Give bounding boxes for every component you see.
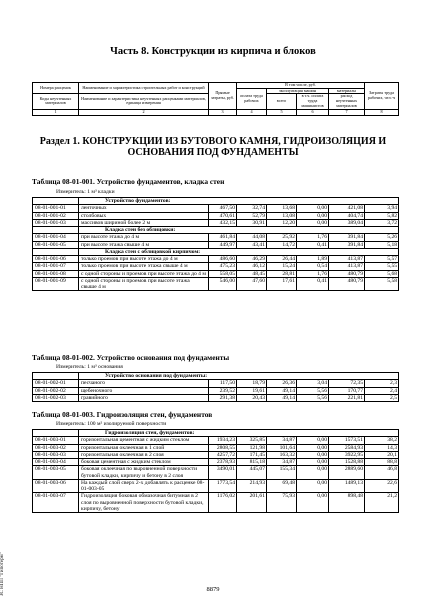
- direct-costs-cell: 1176,02: [209, 493, 237, 513]
- operator-pay-cell: 0,00: [297, 466, 329, 480]
- table-row: [33, 212, 399, 219]
- materials-cell: 404,74: [329, 212, 365, 219]
- labor-hours-cell: 21,2: [365, 493, 399, 513]
- worker-pay-cell: 43,41: [237, 241, 267, 248]
- materials-cell: 1489,13: [329, 479, 365, 493]
- worker-pay-cell: 44,08: [237, 234, 267, 241]
- header-number-5: 5: [267, 109, 297, 115]
- machine-total-cell: 15,24: [267, 263, 297, 270]
- work-name: боковая цементная с жидким стеклом: [79, 459, 209, 466]
- header-number-6: 6: [297, 109, 329, 115]
- direct-costs-cell: 470,61: [209, 212, 237, 219]
- worker-pay-cell: 171,45: [237, 451, 267, 458]
- rate-code: 08-01-002-02: [33, 387, 79, 394]
- table-row: [33, 277, 399, 291]
- labor-hours-cell: 3,72: [365, 219, 399, 226]
- worker-pay-cell: 18,79: [237, 380, 267, 387]
- worker-pay-cell: 48,45: [237, 270, 267, 277]
- labor-hours-cell: 5,58: [365, 277, 399, 291]
- worker-pay-cell: 46,12: [237, 263, 267, 270]
- table-row: [33, 394, 399, 401]
- operator-pay-cell: 0,00: [297, 479, 329, 493]
- operator-pay-cell: 0,00: [297, 444, 329, 451]
- rate-code: 08-01-002-01: [33, 380, 79, 387]
- group-row: [33, 430, 399, 437]
- operator-pay-cell: 0,00: [297, 437, 329, 444]
- materials-cell: 3922,95: [329, 451, 365, 458]
- rate-code: 08-01-003-05: [33, 466, 79, 480]
- operator-pay-cell: 1,76: [297, 270, 329, 277]
- machine-total-cell: 28,81: [267, 270, 297, 277]
- header-including: В том числе, руб.: [237, 83, 365, 89]
- work-name: с одной стороны и проемов при высоте этажа до 4 м: [79, 270, 209, 277]
- header-total: всего: [267, 94, 297, 109]
- table-row: [33, 263, 399, 270]
- table-row: [33, 387, 399, 394]
- group-label: Гидроизоляция стен, фундаментов:: [79, 430, 399, 437]
- materials-cell: 2889,60: [329, 466, 365, 480]
- direct-costs-cell: 432,15: [209, 219, 237, 226]
- work-name: горизонтальная цементная с жидким стеклом: [79, 437, 209, 444]
- operator-pay-cell: 0,00: [297, 451, 329, 458]
- operator-pay-cell: 0,00: [297, 493, 329, 513]
- header-worker-pay: оплата труда рабочих: [237, 88, 267, 109]
- labor-hours-cell: 38,2: [365, 437, 399, 444]
- operator-pay-cell: 0,00: [297, 459, 329, 466]
- work-name: при высоте этажа до 4 м: [79, 234, 209, 241]
- labor-hours-cell: 14,3: [365, 444, 399, 451]
- machine-total-cell: 69,48: [267, 479, 297, 493]
- machine-total-cell: 14,72: [267, 241, 297, 248]
- materials-cell: 72,35: [329, 380, 365, 387]
- header-number-2: 2: [79, 109, 209, 115]
- page-number: 8879: [206, 586, 220, 593]
- machine-total-cell: 12,20: [267, 219, 297, 226]
- worker-pay-cell: 201,61: [237, 493, 267, 513]
- header-number-3: 3: [209, 109, 237, 115]
- materials-cell: 221,81: [329, 394, 365, 401]
- rate-code: 08-01-001-01: [33, 205, 79, 212]
- header-unaccounted-materials: Наименование и характеристика неучтенных расценками материалов, единица измерения: [79, 94, 209, 109]
- table-row: [33, 466, 399, 480]
- work-name: только проемов при высоте этажа до 4 м: [79, 256, 209, 263]
- worker-pay-cell: 20,43: [237, 394, 267, 401]
- header-direct-costs: Прямые затраты, руб.: [209, 83, 237, 110]
- rate-code: 08-01-001-09: [33, 277, 79, 291]
- table-measure-unit: Измеритель: 1 м³ основания: [56, 364, 123, 370]
- direct-costs-cell: 3490,01: [209, 466, 237, 480]
- materials-cell: 1528,88: [329, 459, 365, 466]
- publisher-side-text: ЗС НПП "Гипотерм": [0, 552, 5, 596]
- table-title: Таблица 08-01-001. Устройство фундаментов, кладка стен: [32, 177, 225, 186]
- rate-table: [32, 372, 399, 402]
- group-label: Устройство основания под фундаменты:: [79, 373, 399, 380]
- table-row: [33, 270, 399, 277]
- header-number-4: 4: [237, 109, 267, 115]
- labor-hours-cell: 2,4: [365, 387, 399, 394]
- machine-total-cell: 34,87: [267, 437, 297, 444]
- labor-hours-cell: 5,68: [365, 270, 399, 277]
- rate-table: [32, 429, 399, 513]
- part-title: Часть 8. Конструкции из кирпича и блоков: [110, 46, 316, 57]
- header-operator-pay: в т.ч. оплата труда машинистов: [297, 94, 329, 109]
- table-row: [33, 380, 399, 387]
- labor-hours-cell: 2,5: [365, 394, 399, 401]
- machine-total-cell: 163,32: [267, 451, 297, 458]
- labor-hours-cell: 88,8: [365, 459, 399, 466]
- table-row: [33, 451, 399, 458]
- group-row: [33, 373, 399, 380]
- materials-cell: 391,84: [329, 241, 365, 248]
- rate-code: 08-01-001-05: [33, 241, 79, 248]
- direct-costs-cell: 486,60: [209, 256, 237, 263]
- direct-costs-cell: 1773,54: [209, 479, 237, 493]
- materials-cell: 2584,93: [329, 444, 365, 451]
- operator-pay-cell: 5,56: [297, 387, 329, 394]
- group-label: Устройство фундаментов:: [79, 198, 399, 205]
- rate-code: 08-01-003-04: [33, 459, 79, 466]
- operator-pay-cell: 3,04: [297, 380, 329, 387]
- labor-hours-cell: 3,94: [365, 205, 399, 212]
- group-label: Кладка стен без облицовки:: [79, 227, 399, 234]
- machine-total-cell: 155,34: [267, 466, 297, 480]
- worker-pay-cell: 47,60: [237, 277, 267, 291]
- worker-pay-cell: 121,98: [237, 444, 267, 451]
- header-work-name: Наименование и характеристика строительных работ и конструкций: [79, 83, 209, 94]
- labor-hours-cell: 20,1: [365, 451, 399, 458]
- rate-code: 08-01-003-03: [33, 451, 79, 458]
- rate-code: 08-01-001-08: [33, 270, 79, 277]
- operator-pay-cell: 1,76: [297, 234, 329, 241]
- worker-pay-cell: 52,79: [237, 212, 267, 219]
- table-measure-unit: Измеритель: 100 м² изолируемой поверхности: [56, 421, 167, 427]
- direct-costs-cell: 475,23: [209, 263, 237, 270]
- operator-pay-cell: 0,00: [297, 205, 329, 212]
- labor-hours-cell: 5,82: [365, 212, 399, 219]
- operator-pay-cell: 5,56: [297, 394, 329, 401]
- work-name: ленточных: [79, 205, 209, 212]
- header-number-7: 7: [329, 109, 365, 115]
- rate-code: 08-01-001-06: [33, 256, 79, 263]
- materials-cell: 389,04: [329, 219, 365, 226]
- work-name: гравийного: [79, 394, 209, 401]
- direct-costs-cell: 546,00: [209, 277, 237, 291]
- work-name: песчаного: [79, 380, 209, 387]
- worker-pay-cell: 214,93: [237, 479, 267, 493]
- materials-cell: 480,79: [329, 270, 365, 277]
- table-title: Таблица 08-01-003. Гидроизоляция стен, фундаментов: [32, 410, 213, 419]
- operator-pay-cell: 1,89: [297, 256, 329, 263]
- operator-pay-cell: 0,00: [297, 219, 329, 226]
- worker-pay-cell: 46,29: [237, 256, 267, 263]
- work-name: Гидроизоляция боковая обмазочная битумная в 2 слоя по выровненной поверхности бутовой кладки, кирпичу, бетону: [79, 493, 209, 513]
- table-row: [33, 444, 399, 451]
- header-unaccounted-consumption: расход неучтенных материалов: [329, 94, 365, 109]
- work-name: боковая оклеечная по выровненной поверхности бутовой кладки, кирпичу и бетону в 2 слоя: [79, 466, 209, 480]
- rate-code: 08-01-003-02: [33, 444, 79, 451]
- group-row: [33, 198, 399, 205]
- table-title: Таблица 08-01-002. Устройство основания под фундаменты: [32, 353, 230, 362]
- direct-costs-cell: 558,05: [209, 270, 237, 277]
- work-name: щебеночного: [79, 387, 209, 394]
- direct-costs-cell: 2808,55: [209, 444, 237, 451]
- work-name: только проемов при высоте этажа свыше 4 м: [79, 263, 209, 270]
- materials-cell: 170,77: [329, 387, 365, 394]
- header-materials: материалы: [329, 88, 365, 94]
- work-name: горизонтальная оклеечная в 2 слоя: [79, 451, 209, 458]
- header-machine-operation: эксплуатация машин: [267, 88, 329, 94]
- operator-pay-cell: 0,00: [297, 212, 329, 219]
- machine-total-cell: 25,92: [267, 234, 297, 241]
- machine-total-cell: 101,64: [267, 444, 297, 451]
- rate-code: 08-01-001-07: [33, 263, 79, 270]
- labor-hours-cell: 5,26: [365, 234, 399, 241]
- work-name: На каждый слой сверх 2-х добавлять к расценке 08-01-003-05: [79, 479, 209, 493]
- table-row: [33, 493, 399, 513]
- labor-hours-cell: 5,18: [365, 241, 399, 248]
- header-labor-costs: Затраты труда рабочих, чел.-ч: [365, 83, 399, 110]
- section-title: Раздел 1. КОНСТРУКЦИИ ИЗ БУТОВОГО КАМНЯ, ГИДРОИЗОЛЯЦИЯ И ОСНОВАНИЯ ПОД ФУНДАМЕНТЫ: [39, 136, 387, 158]
- rate-code: 08-01-001-03: [33, 219, 79, 226]
- rate-code: 08-01-001-02: [33, 212, 79, 219]
- table-row: [33, 219, 399, 226]
- materials-cell: 1573,51: [329, 437, 365, 444]
- direct-costs-cell: 239,52: [209, 387, 237, 394]
- machine-total-cell: 75,93: [267, 493, 297, 513]
- worker-pay-cell: 445,07: [237, 466, 267, 480]
- table-measure-unit: Измеритель: 1 м³ кладки: [56, 189, 115, 195]
- table-row: [33, 437, 399, 444]
- group-label: Кладка стен с облицовкой кирпичом:: [79, 248, 399, 255]
- machine-total-cell: 26,44: [267, 256, 297, 263]
- materials-cell: 421,08: [329, 205, 365, 212]
- rate-table: [32, 197, 399, 291]
- labor-hours-cell: 5,57: [365, 256, 399, 263]
- table-row: [33, 479, 399, 493]
- machine-total-cell: 17,61: [267, 277, 297, 291]
- work-name: с одной стороны и проемов при высоте этажа свыше 4 м: [79, 277, 209, 291]
- machine-total-cell: 13,68: [267, 205, 297, 212]
- machine-total-cell: 13,08: [267, 212, 297, 219]
- table-row: [33, 234, 399, 241]
- labor-hours-cell: 22,6: [365, 479, 399, 493]
- labor-hours-cell: 46,8: [365, 466, 399, 480]
- rate-code: 08-01-003-06: [33, 479, 79, 493]
- rate-code: 08-01-003-01: [33, 437, 79, 444]
- materials-cell: 898,48: [329, 493, 365, 513]
- labor-hours-cell: 5,55: [365, 263, 399, 270]
- table-row: [33, 459, 399, 466]
- materials-cell: 391,84: [329, 234, 365, 241]
- header-rate-numbers: Номера расценок: [33, 83, 79, 94]
- group-row: [33, 227, 399, 234]
- machine-total-cell: 49,14: [267, 387, 297, 394]
- labor-hours-cell: 2,3: [365, 380, 399, 387]
- table-row: [33, 241, 399, 248]
- direct-costs-cell: 4257,72: [209, 451, 237, 458]
- worker-pay-cell: 32,74: [237, 205, 267, 212]
- direct-costs-cell: 117,50: [209, 380, 237, 387]
- work-name: массивов шириной более 2 м: [79, 219, 209, 226]
- direct-costs-cell: 1934,23: [209, 437, 237, 444]
- direct-costs-cell: 449,97: [209, 241, 237, 248]
- worker-pay-cell: 325,85: [237, 437, 267, 444]
- materials-cell: 480,79: [329, 277, 365, 291]
- direct-costs-cell: 467,50: [209, 205, 237, 212]
- rate-code: 08-01-001-04: [33, 234, 79, 241]
- operator-pay-cell: 0,54: [297, 263, 329, 270]
- worker-pay-cell: 30,91: [237, 219, 267, 226]
- operator-pay-cell: 0,41: [297, 241, 329, 248]
- column-header-table: [32, 82, 399, 116]
- table-row: [33, 256, 399, 263]
- header-unaccounted-codes: Коды неучтенных материалов: [33, 94, 79, 109]
- machine-total-cell: 26,36: [267, 380, 297, 387]
- materials-cell: 413,87: [329, 256, 365, 263]
- direct-costs-cell: 291,38: [209, 394, 237, 401]
- work-name: столбовых: [79, 212, 209, 219]
- direct-costs-cell: 2378,93: [209, 459, 237, 466]
- work-name: при высоте этажа свыше 4 м: [79, 241, 209, 248]
- direct-costs-cell: 461,84: [209, 234, 237, 241]
- machine-total-cell: 49,14: [267, 394, 297, 401]
- header-number-8: 8: [365, 109, 399, 115]
- operator-pay-cell: 0,41: [297, 277, 329, 291]
- worker-pay-cell: 19,61: [237, 387, 267, 394]
- work-name: горизонтальная оклеечная в 1 слой: [79, 444, 209, 451]
- header-number-1: 1: [33, 109, 79, 115]
- rate-code: 08-01-003-07: [33, 493, 79, 513]
- table-row: [33, 205, 399, 212]
- machine-total-cell: 34,87: [267, 459, 297, 466]
- materials-cell: 413,87: [329, 263, 365, 270]
- worker-pay-cell: 815,18: [237, 459, 267, 466]
- rate-code: 08-01-002-03: [33, 394, 79, 401]
- group-row: [33, 248, 399, 255]
